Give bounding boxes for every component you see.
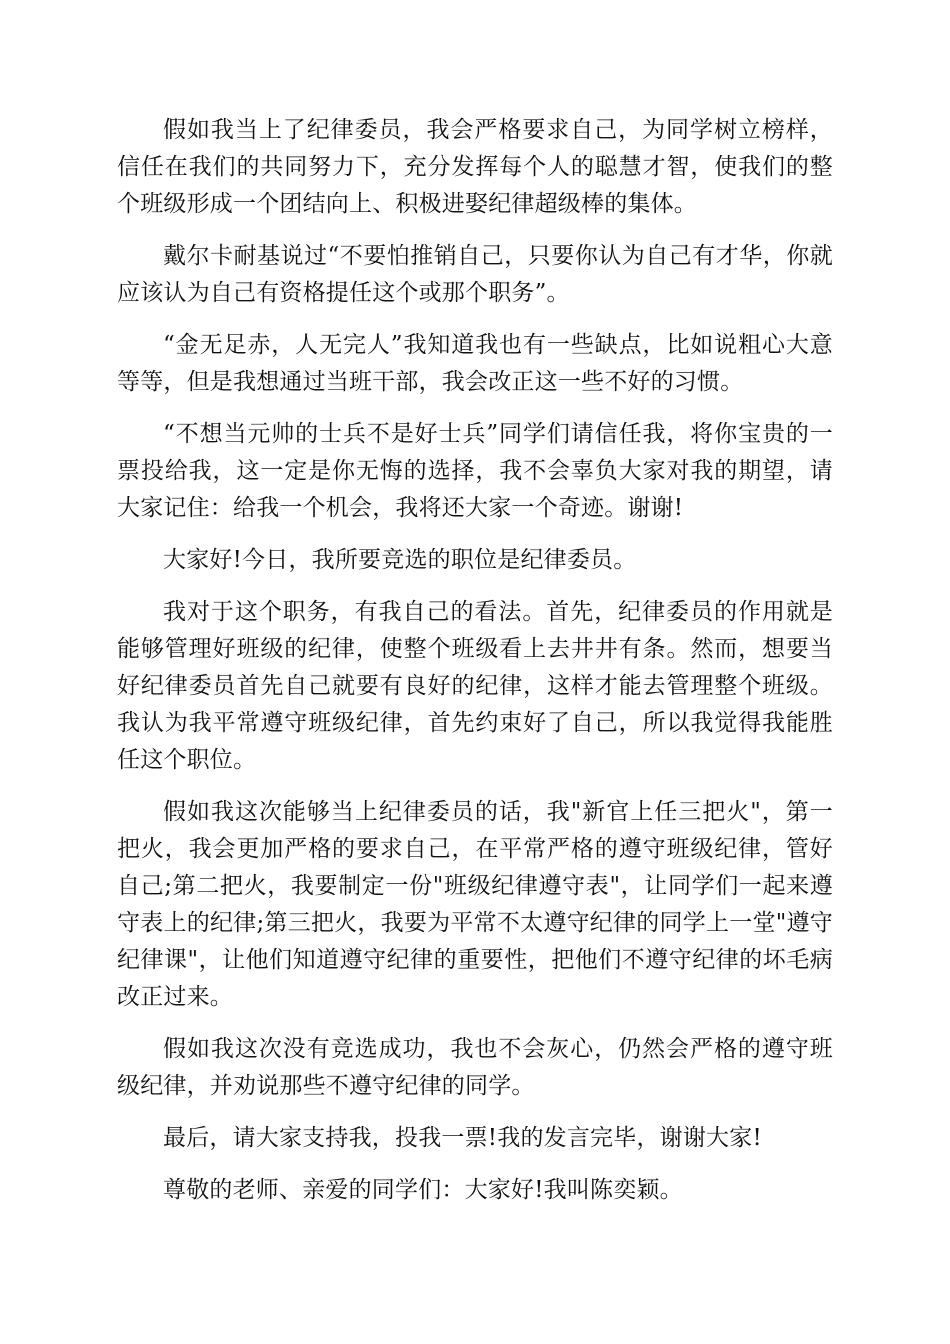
paragraph-8: 假如我这次没有竞选成功，我也不会灰心，仍然会严格的遵守班级纪律，并劝说那些不遵守纪律的同学。 bbox=[117, 1036, 833, 1099]
paragraph-1: 假如我当上了纪律委员，我会严格要求自己，为同学树立榜样，信任在我们的共同努力下，充分发挥每个人的聪慧才智，使我们的整个班级形成一个团结向上、积极进娶纪律超级棒的集体。 bbox=[117, 117, 833, 217]
paragraph-5: 大家好!今日，我所要竞选的职位是纪律委员。 bbox=[163, 547, 637, 573]
paragraph-7: 假如我这次能够当上纪律委员的话，我"新官上任三把火"，第一把火，我会更加严格的要求自己，在平常严格的遵守班级纪律，管好自己;第二把火，我要制定一份"班级纪律遵守表"，让同学们一起来遵守表上的纪律;第三把火，我要为平常不太遵守纪律的同学上一堂"遵守纪律课"，让他们知道遵守纪律的重要性，把他们不遵守纪律的坏毛病改正过来。 bbox=[117, 799, 833, 1010]
paragraph-6: 我对于这个职务，有我自己的看法。首先，纪律委员的作用就是能够管理好班级的纪律，使整个班级看上去井井有条。然而，想要当好纪律委员首先自己就要有良好的纪律，这样才能去管理整个班级。我认为我平常遵守班级纪律，首先约束好了自己，所以我觉得我能胜任这个职位。 bbox=[117, 599, 833, 773]
paragraph-10: 尊敬的老师、亲爱的同学们：大家好!我叫陈奕颖。 bbox=[163, 1177, 683, 1203]
paragraph-2: 戴尔卡耐基说过“不要怕推销自己，只要你认为自己有才华，你就应该认为自己有资格提任这个或那个职务”。 bbox=[117, 243, 833, 306]
document-body bbox=[117, 112, 833, 1224]
paragraph-9: 最后，请大家支持我，投我一票!我的发言完毕，谢谢大家! bbox=[163, 1125, 762, 1151]
paragraph-3: “金无足赤，人无完人”我知道我也有一些缺点，比如说粗心大意等等，但是我想通过当班干部，我会改正这一些不好的习惯。 bbox=[117, 332, 833, 395]
paragraph-4: “不想当元帅的士兵不是好士兵”同学们请信任我，将你宝贵的一票投给我，这一定是你无悔的选择，我不会辜负大家对我的期望，请大家记住：给我一个机会，我将还大家一个奇迹。谢谢! bbox=[117, 421, 833, 521]
